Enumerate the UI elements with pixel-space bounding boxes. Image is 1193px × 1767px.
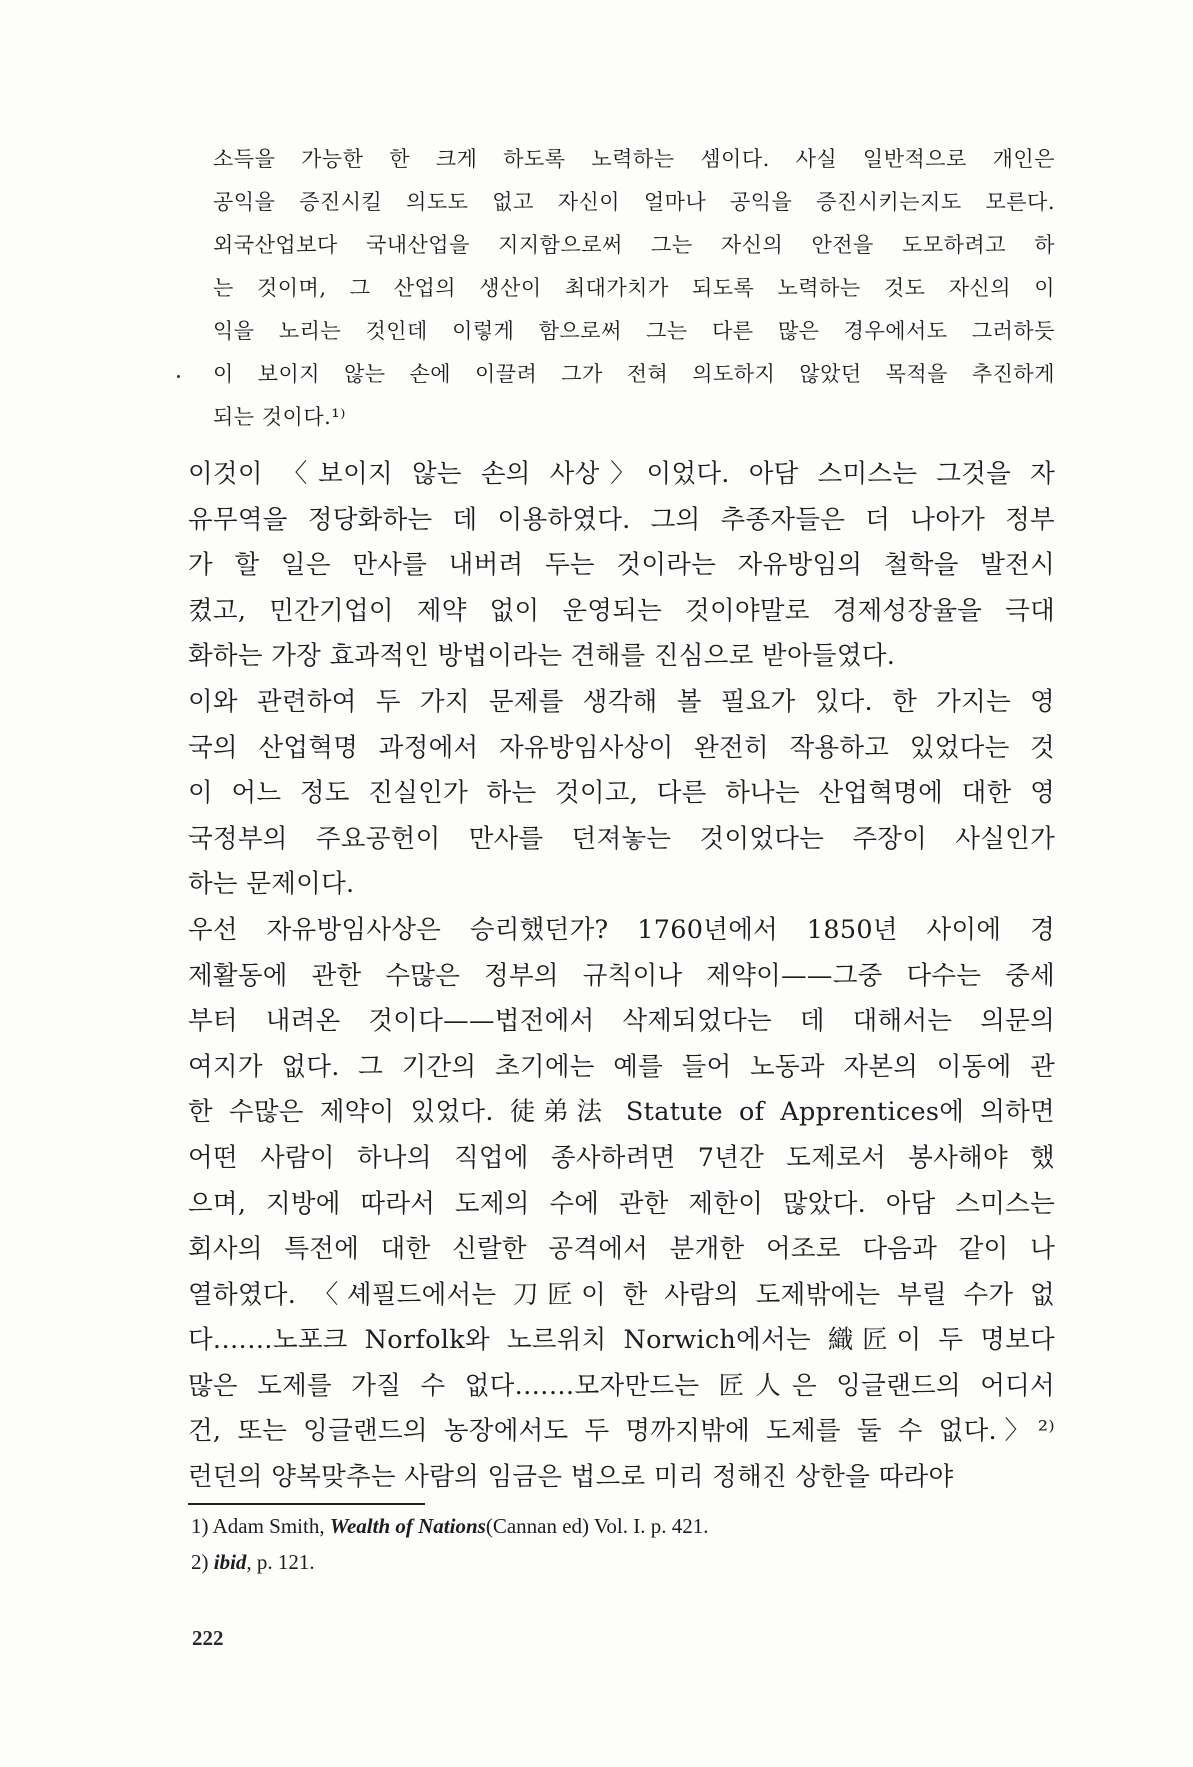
body-line: 하는 문제이다. bbox=[188, 869, 355, 900]
quote-line: 소득을 가능한 한 크게 하도록 노력하는 셈이다. 사실 일반적으로 개인은 bbox=[213, 147, 1055, 171]
footnote-text: Adam Smith, bbox=[212, 1514, 330, 1538]
block-quote bbox=[213, 138, 1055, 439]
body-line: 국의 산업혁명 과정에서 자유방임사상이 완전히 작용하고 있었다는 것 bbox=[188, 732, 1055, 763]
footnote-title: ibid bbox=[213, 1550, 247, 1574]
footnote-2 bbox=[188, 1544, 1055, 1580]
footnotes bbox=[188, 1508, 1055, 1580]
body-text bbox=[188, 452, 1055, 1501]
body-line: 유무역을 정당화하는 데 이용하였다. 그의 추종자들은 더 나아가 정부 bbox=[188, 504, 1055, 535]
body-line: 회사의 특전에 대한 신랄한 공격에서 분개한 어조로 다음과 같이 나 bbox=[188, 1234, 1055, 1265]
footnote-number: 1) bbox=[191, 1514, 209, 1538]
body-line: 어떤 사람이 하나의 직업에 종사하려면 7년간 도제로서 봉사해야 했 bbox=[188, 1142, 1055, 1173]
footnote-title: Wealth of Nations bbox=[329, 1514, 486, 1538]
quote-line: 외국산업보다 국내산업을 지지함으로써 그는 자신의 안전을 도모하려고 하 bbox=[213, 233, 1055, 257]
body-line: 가 할 일은 만사를 내버려 두는 것이라는 자유방임의 철학을 발전시 bbox=[188, 550, 1055, 581]
body-line: 켰고, 민간기업이 제약 없이 운영되는 것이야말로 경제성장율을 극대 bbox=[188, 595, 1055, 626]
footnote-number: 2) bbox=[191, 1550, 209, 1574]
body-line: 다.……노포크 Norfolk와 노르위치 Norwich에서는 織匠이 두 명보다 bbox=[188, 1325, 1055, 1356]
quote-line: 되는 것이다.¹⁾ bbox=[213, 405, 346, 429]
quote-line: 익을 노리는 것인데 이렇게 함으로써 그는 다른 많은 경우에서도 그러하듯 bbox=[213, 319, 1055, 343]
body-line: 많은 도제를 가질 수 없다.……모자만드는 匠人은 잉글랜드의 어디서 bbox=[188, 1370, 1055, 1401]
body-line: 열하였다. 〈셰필드에서는 刀匠이 한 사람의 도제밖에는 부릴 수가 없 bbox=[188, 1279, 1055, 1310]
quote-line: 이 보이지 않는 손에 이끌려 그가 전혀 의도하지 않았던 목적을 추진하게 bbox=[213, 362, 1055, 386]
footnote-text: , p. 121. bbox=[246, 1550, 315, 1574]
body-line: 이와 관련하여 두 가지 문제를 생각해 볼 필요가 있다. 한 가지는 영 bbox=[188, 686, 1055, 717]
body-line: 국정부의 주요공헌이 만사를 던져놓는 것이었다는 주장이 사실인가 bbox=[188, 823, 1055, 854]
body-line: 건, 또는 잉글랜드의 농장에서도 두 명까지밖에 도제를 둘 수 없다.〉²⁾ bbox=[188, 1416, 1055, 1447]
body-line: 이것이 〈보이지 않는 손의 사상〉이었다. 아담 스미스는 그것을 자 bbox=[188, 459, 1055, 489]
body-line: 부터 내려온 것이다——법전에서 삭제되었다는 데 대해서는 의문의 bbox=[188, 1006, 1055, 1037]
footnote-rule bbox=[188, 1503, 425, 1505]
quote-line: 는 것이며, 그 산업의 생산이 최대가치가 되도록 노력하는 것도 자신의 이 bbox=[213, 276, 1055, 300]
body-line: 런던의 양복맞추는 사람의 임금은 법으로 미리 정해진 상한을 따라야 bbox=[188, 1462, 954, 1493]
body-line: 화하는 가장 효과적인 방법이라는 견해를 진심으로 받아들였다. bbox=[188, 641, 896, 672]
body-line: 으며, 지방에 따라서 도제의 수에 관한 제한이 많았다. 아담 스미스는 bbox=[188, 1188, 1055, 1219]
body-line: 이 어느 정도 진실인가 하는 것이고, 다른 하나는 산업혁명에 대한 영 bbox=[188, 778, 1055, 809]
footnote-1 bbox=[188, 1508, 1055, 1544]
body-line: 우선 자유방임사상은 승리했던가? 1760년에서 1850년 사이에 경 bbox=[188, 914, 1055, 945]
body-line: 여지가 없다. 그 기간의 초기에는 예를 들어 노동과 자본의 이동에 관 bbox=[188, 1051, 1055, 1082]
page-number: 222 bbox=[192, 1626, 224, 1650]
body-line: 한 수많은 제약이 있었다. 徒弟法 Statute of Apprentices에 의하면 bbox=[188, 1097, 1055, 1128]
footnote-text: (Cannan ed) Vol. I. p. 421. bbox=[485, 1514, 709, 1538]
body-line: 제활동에 관한 수많은 정부의 규칙이나 제약이——그중 다수는 중세 bbox=[188, 960, 1055, 991]
margin-mark bbox=[177, 375, 180, 378]
quote-line: 공익을 증진시킬 의도도 없고 자신이 얼마나 공익을 증진시키는지도 모른다. bbox=[213, 190, 1055, 214]
